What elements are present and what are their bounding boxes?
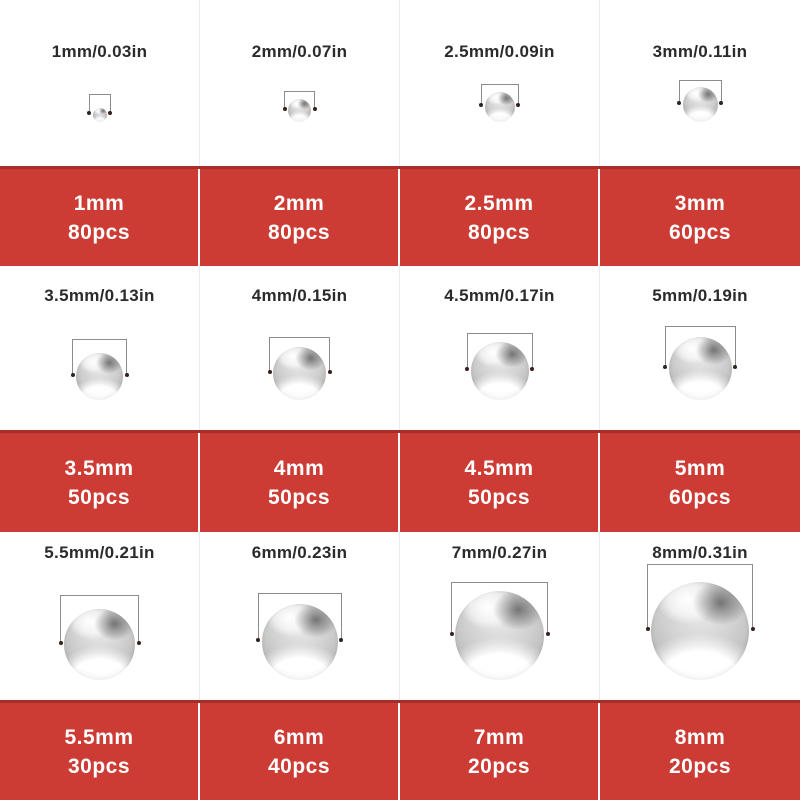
measure-dot-left [268, 370, 272, 374]
ball-area [400, 62, 599, 166]
size-count-banner [0, 433, 200, 532]
banner-size: 6mm [273, 725, 325, 749]
ball-area [600, 563, 800, 700]
ball-cell-4mm [200, 266, 400, 430]
ball-cell-5mm [600, 266, 800, 430]
size-label: 8mm/0.31in [652, 543, 748, 562]
banner-count: 20pcs [467, 754, 531, 778]
banner-size: 2.5mm [464, 191, 534, 215]
size-label: 4.5mm/0.17in [444, 286, 555, 305]
measure-dot-left [87, 111, 91, 115]
ball-cell-7mm [400, 532, 600, 700]
ball-area [0, 306, 199, 430]
diameter-measure [451, 582, 548, 680]
measure-dot-left [646, 627, 650, 631]
banner-size: 4mm [273, 456, 325, 480]
measure-bracket [60, 595, 139, 643]
ball-cell-3mm [600, 0, 800, 166]
banner-count: 80pcs [267, 220, 331, 244]
diameter-measure [679, 80, 722, 122]
measure-bracket [451, 582, 548, 634]
measure-dot-right [108, 111, 112, 115]
size-label: 2mm/0.07in [251, 42, 348, 61]
size-count-banner [0, 169, 200, 266]
banner-count: 60pcs [668, 220, 732, 244]
banner-count: 60pcs [668, 485, 732, 509]
banner-size: 3.5mm [64, 456, 134, 480]
ball-cell-1mm [0, 0, 200, 166]
banner-count: 50pcs [67, 485, 131, 509]
diameter-measure [258, 593, 342, 680]
ball-cell-3point5mm [0, 266, 200, 430]
size-count-banner [200, 703, 400, 800]
measure-bracket [72, 339, 127, 375]
diameter-measure [647, 564, 753, 680]
banner-count: 80pcs [67, 220, 131, 244]
ball-area [600, 306, 800, 430]
measure-dot-right [125, 373, 129, 377]
banner-row-1 [0, 166, 800, 266]
ball-cell-8mm [600, 532, 800, 700]
ball-cell-6mm [200, 532, 400, 700]
measure-dot-right [733, 365, 737, 369]
size-count-banner [400, 169, 600, 266]
banner-count: 80pcs [467, 220, 531, 244]
diameter-measure [481, 84, 519, 122]
measure-bracket [467, 333, 533, 369]
measure-bracket [284, 91, 315, 109]
measure-dot-left [71, 373, 75, 377]
size-count-banner [200, 433, 400, 532]
measure-bracket [481, 84, 519, 105]
banner-count: 20pcs [668, 754, 732, 778]
size-label: 3mm/0.11in [652, 42, 748, 61]
diameter-measure [665, 326, 736, 400]
diameter-measure [467, 333, 533, 400]
measure-dot-right [546, 632, 550, 636]
banner-size: 3mm [674, 191, 726, 215]
size-count-banner [0, 703, 200, 800]
size-label: 5mm/0.19in [652, 286, 748, 305]
size-count-banner [600, 169, 800, 266]
measure-dot-left [256, 638, 260, 642]
ball-area [200, 306, 399, 430]
banner-size: 2mm [273, 191, 325, 215]
measure-dot-right [530, 367, 534, 371]
size-label: 4mm/0.15in [251, 286, 348, 305]
measure-dot-right [313, 107, 317, 111]
banner-size: 5mm [674, 456, 726, 480]
size-count-banner [600, 433, 800, 532]
banner-size: 4.5mm [464, 456, 534, 480]
measure-bracket [679, 80, 722, 103]
ball-area [200, 563, 399, 700]
diameter-measure [72, 339, 127, 400]
ball-area [400, 306, 599, 430]
measure-bracket [89, 94, 111, 113]
measure-dot-right [516, 103, 520, 107]
banner-count: 40pcs [267, 754, 331, 778]
ball-cell-4point5mm [400, 266, 600, 430]
size-count-banner [400, 433, 600, 532]
measure-dot-left [479, 103, 483, 107]
measure-dot-right [751, 627, 755, 631]
measure-dot-right [137, 641, 141, 645]
measure-dot-left [663, 365, 667, 369]
banner-count: 50pcs [467, 485, 531, 509]
size-label: 5.5mm/0.21in [44, 543, 155, 562]
banner-row-3 [0, 700, 800, 800]
measure-dot-left [677, 101, 681, 105]
measure-dot-left [59, 641, 63, 645]
diameter-measure [89, 94, 111, 122]
banner-size: 1mm [73, 191, 125, 215]
size-count-banner [400, 703, 600, 800]
ball-area [200, 62, 399, 166]
banner-size: 5.5mm [64, 725, 134, 749]
spec-row-3 [0, 532, 800, 700]
ball-area [0, 563, 199, 700]
diameter-measure [60, 595, 139, 680]
size-label: 6mm/0.23in [251, 543, 348, 562]
ball-cell-2point5mm [400, 0, 600, 166]
measure-bracket [647, 564, 753, 629]
size-label: 2.5mm/0.09in [444, 42, 555, 61]
measure-bracket [665, 326, 736, 367]
measure-bracket [269, 337, 330, 372]
banner-size: 8mm [674, 725, 726, 749]
size-count-banner [200, 169, 400, 266]
measure-dot-left [283, 107, 287, 111]
size-label: 3.5mm/0.13in [44, 286, 155, 305]
spec-row-1 [0, 0, 800, 166]
banner-count: 50pcs [267, 485, 331, 509]
ball-area [600, 62, 800, 166]
measure-dot-right [719, 101, 723, 105]
size-count-banner [600, 703, 800, 800]
measure-dot-right [328, 370, 332, 374]
size-label: 1mm/0.03in [51, 42, 148, 61]
ball-area [400, 563, 599, 700]
ball-area [0, 62, 199, 166]
banner-row-2 [0, 430, 800, 532]
ball-cell-2mm [200, 0, 400, 166]
diameter-measure [284, 91, 315, 122]
measure-dot-right [339, 638, 343, 642]
banner-size: 7mm [473, 725, 525, 749]
measure-dot-left [465, 367, 469, 371]
ball-cell-5point5mm [0, 532, 200, 700]
measure-bracket [258, 593, 342, 640]
size-label: 7mm/0.27in [451, 543, 548, 562]
diameter-measure [269, 337, 330, 400]
measure-dot-left [450, 632, 454, 636]
banner-count: 30pcs [67, 754, 131, 778]
spec-row-2 [0, 266, 800, 430]
